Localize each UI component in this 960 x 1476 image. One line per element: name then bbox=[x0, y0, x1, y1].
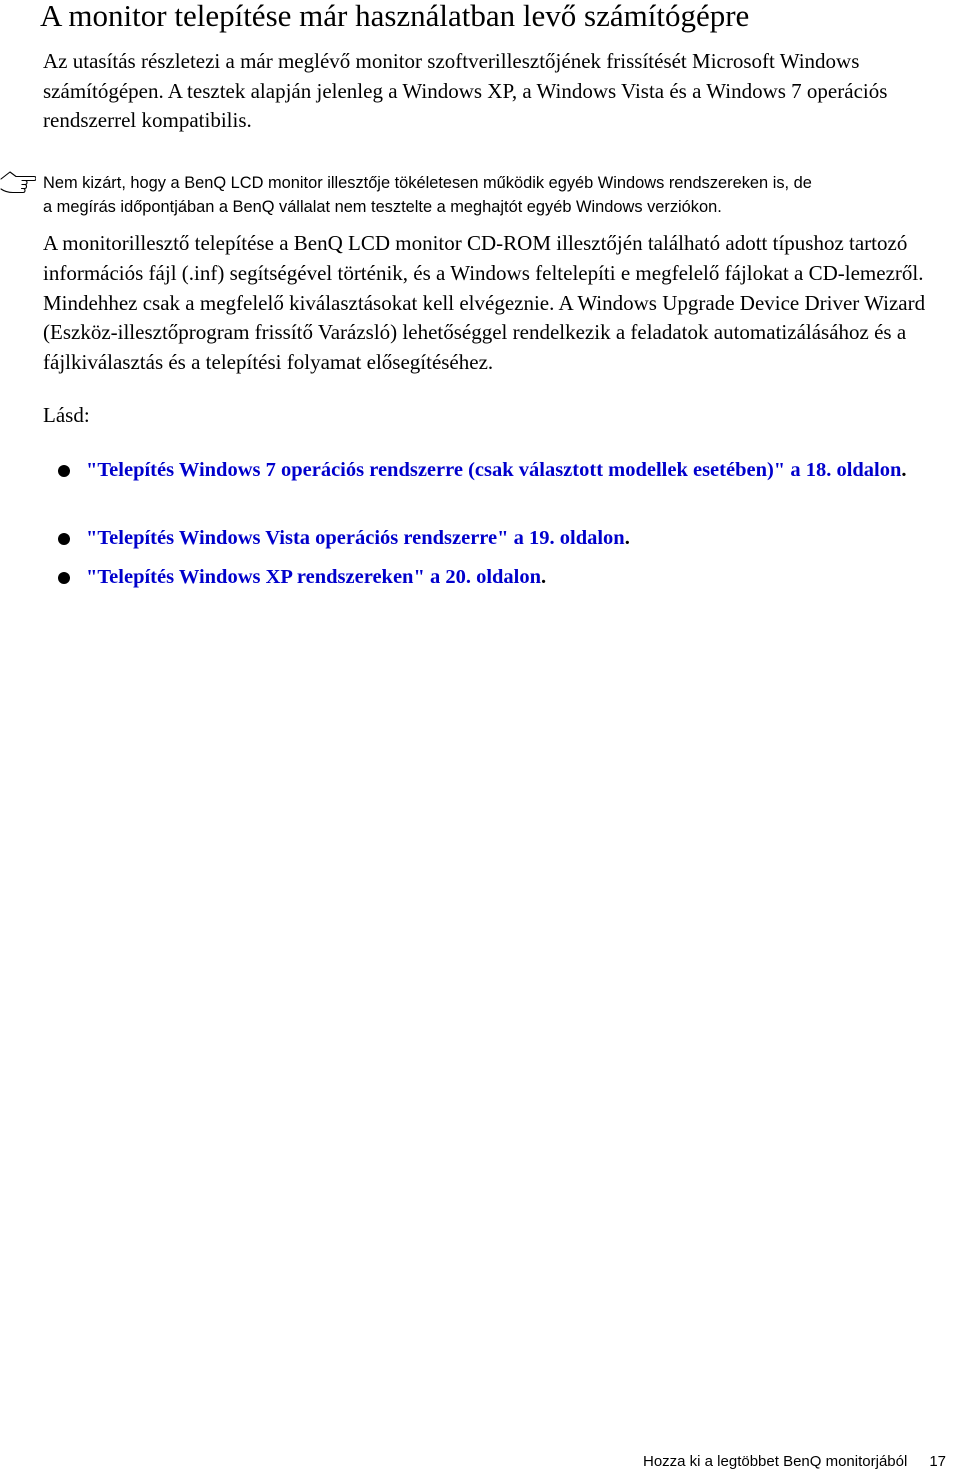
page-footer bbox=[643, 1452, 946, 1472]
page-number: 17 bbox=[929, 1453, 946, 1470]
bullet-icon bbox=[58, 533, 70, 545]
page-title: A monitor telepítése már használatban levő számítógépre bbox=[40, 0, 750, 33]
pointing-hand-icon bbox=[0, 168, 36, 194]
compatibility-note bbox=[43, 172, 960, 219]
link-windows-xp-install[interactable]: "Telepítés Windows XP rendszereken" a 20. oldalon. bbox=[86, 566, 547, 588]
note-line-1: Nem kizárt, hogy a BenQ LCD monitor illesztője tökéletesen működik egyéb Windows rendszereken is, de bbox=[43, 174, 812, 192]
link-windows-vista-install[interactable]: "Telepítés Windows Vista operációs rendszerre" a 19. oldalon. bbox=[86, 527, 630, 549]
body-paragraph: A monitorillesztő telepítése a BenQ LCD monitor CD-ROM illesztőjén található adott típushoz tartozó információs fájl (.inf) segítségével történik, és a Windows feltelepíti e megfelelő fájlokat a CD-lemezről. Mindehhez csak a megfelelő kiválasztásokat kell elvégeznie. A Windows Upgrade Device Driver Wizard (Eszköz-illesztőprogram frissítő Varázsló) lehetőséggel rendelkezik a feladatok automatizálásához és a fájlkiválasztás és a telepítési folyamat elősegítéséhez. bbox=[43, 231, 926, 375]
intro-paragraph: Az utasítás részletezi a már meglévő monitor szoftverillesztőjének frissítését Microsoft Windows számítógépen. A tesztek alapján jelenleg a Windows XP, a Windows Vista és a Windows 7 operációs rendszerrel kompatibilis. bbox=[43, 49, 888, 132]
see-label: Lásd: bbox=[43, 403, 90, 427]
link-windows-7-install[interactable]: "Telepítés Windows 7 operációs rendszerre (csak választott modellek esetében)" a 18. oldalon. bbox=[86, 459, 907, 481]
bullet-icon bbox=[58, 465, 70, 477]
bullet-icon bbox=[58, 572, 70, 584]
footer-text: Hozza ki a legtöbbet BenQ monitorjából bbox=[642, 1453, 908, 1470]
note-line-2: a megírás időpontjában a BenQ vállalat nem tesztelte a meghajtót egyéb Windows verziókon. bbox=[43, 197, 722, 216]
